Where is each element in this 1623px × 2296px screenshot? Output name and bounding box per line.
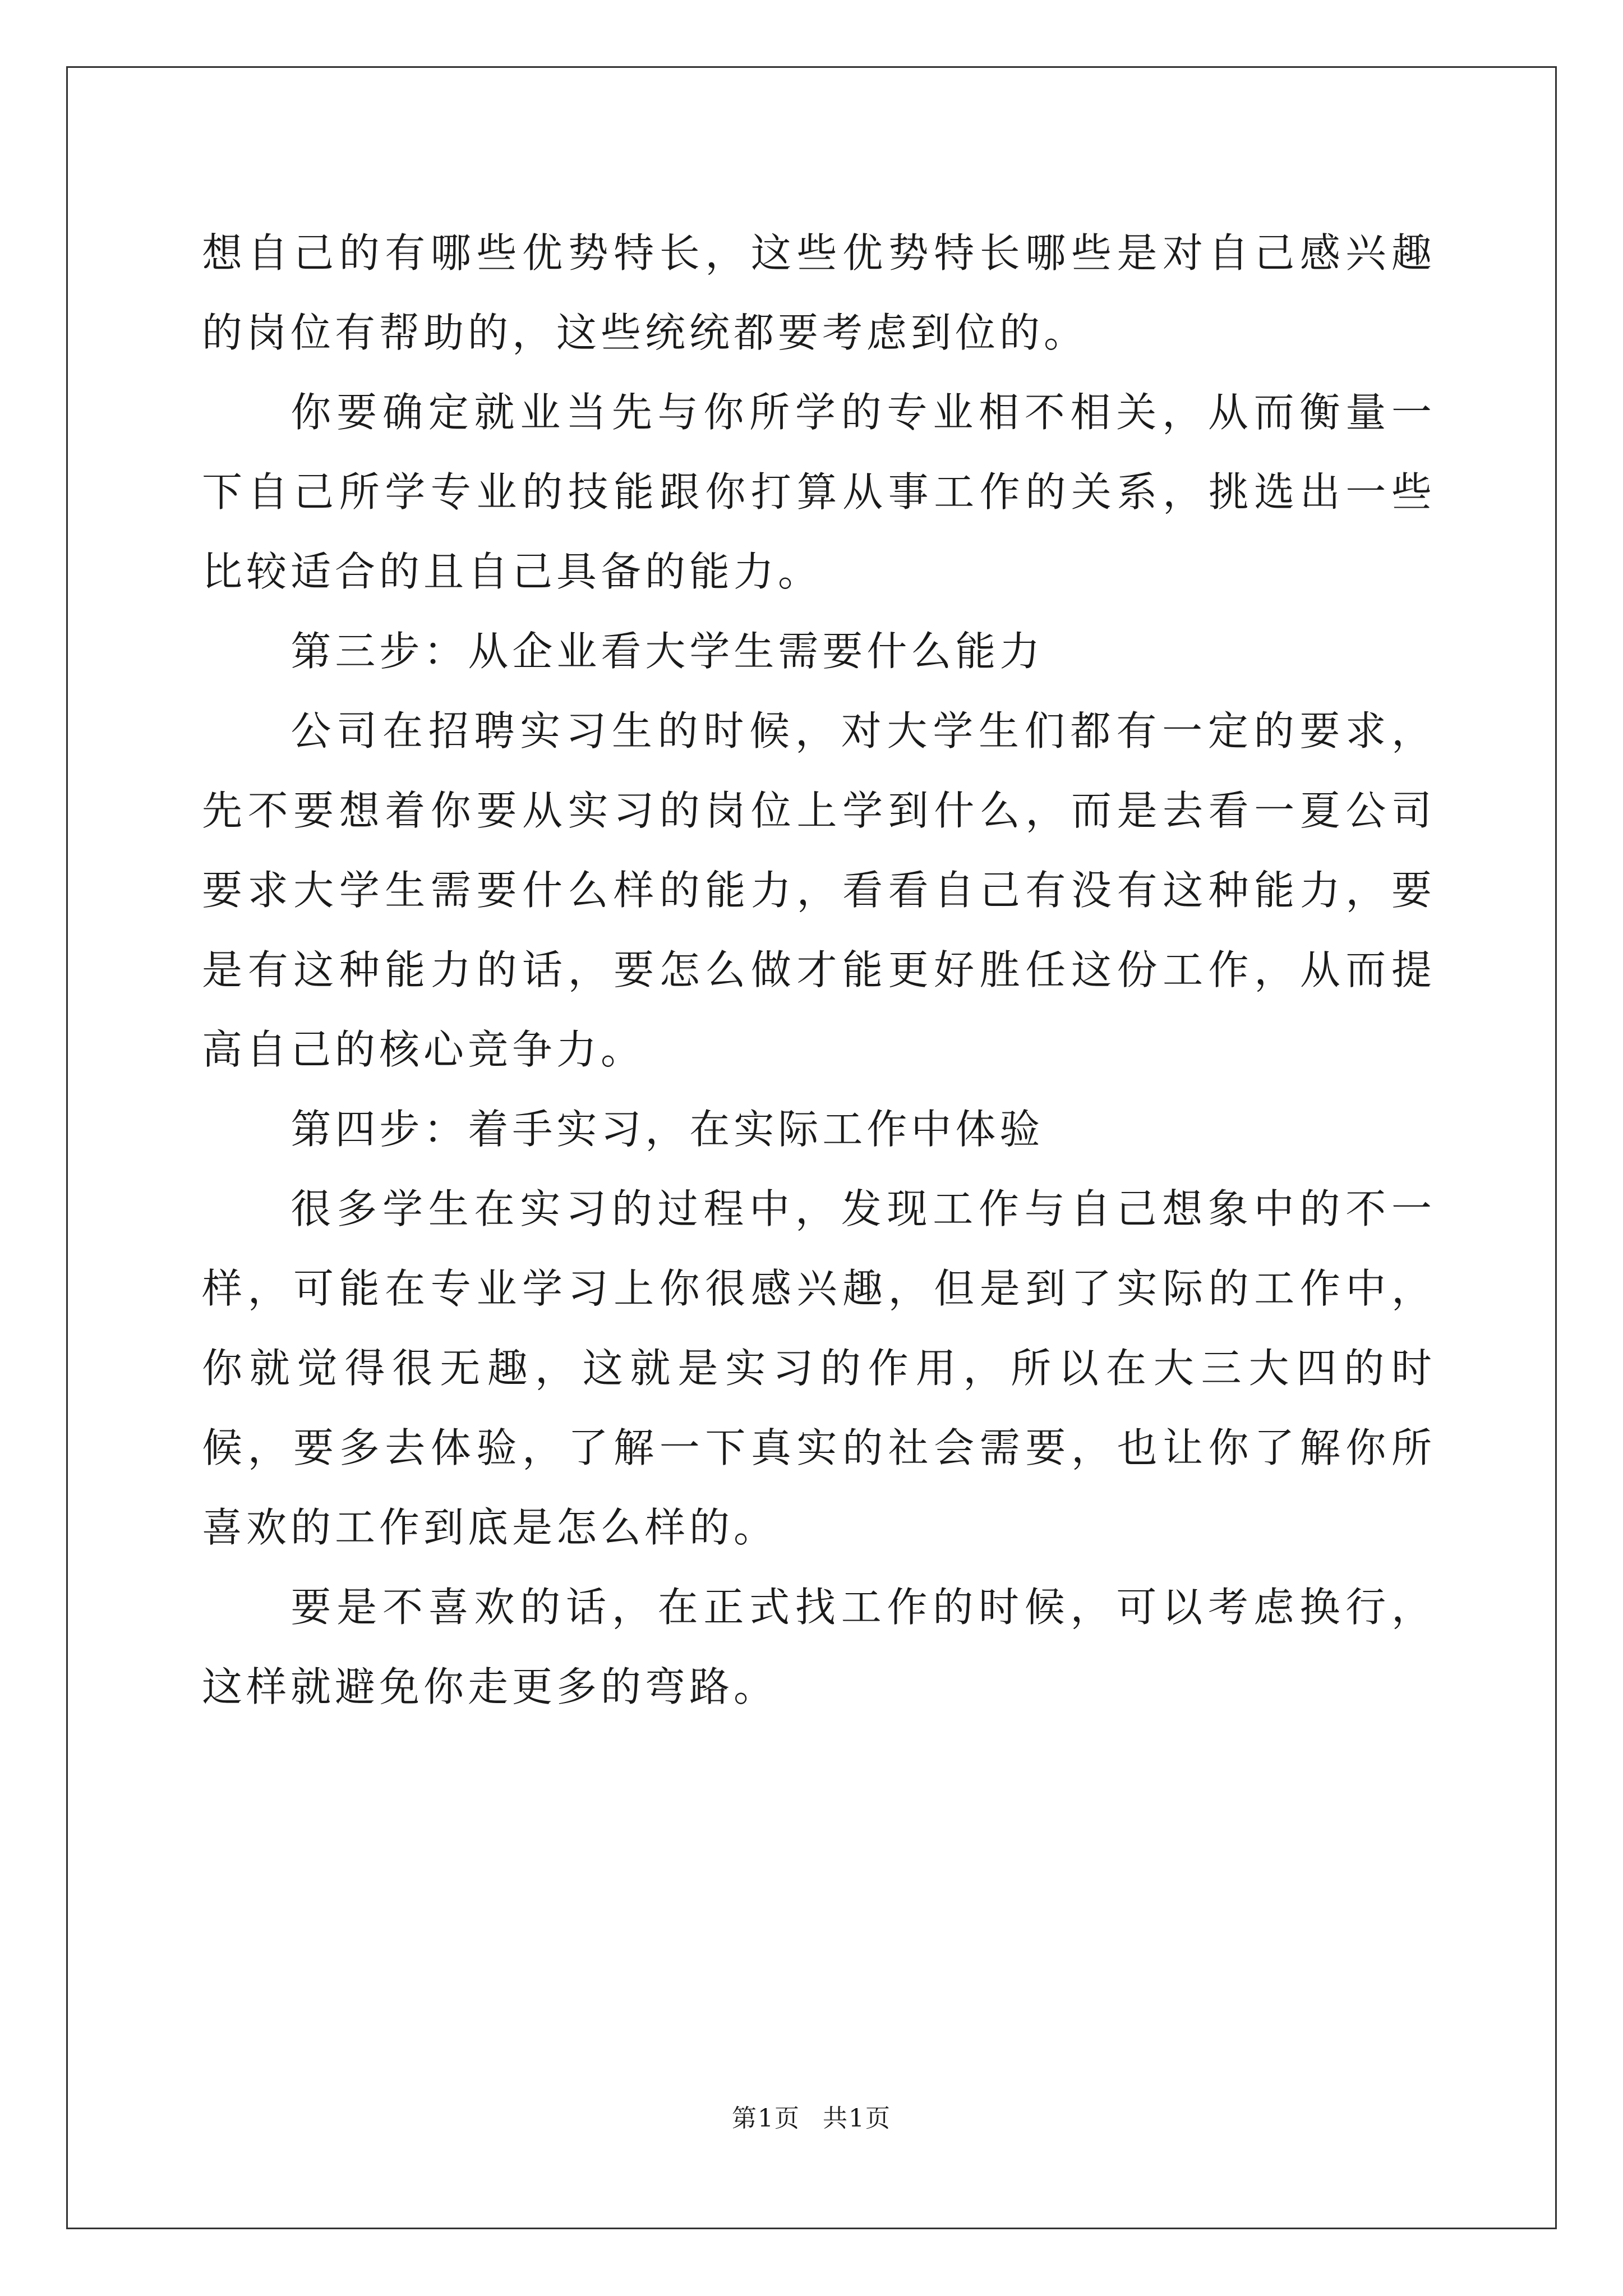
page-total: 共1页 xyxy=(823,2104,891,2133)
document-body xyxy=(202,213,1436,1727)
step-four-heading: 第四步：着手实习，在实际工作中体验 xyxy=(291,1106,1044,1153)
page-number: 第1页 xyxy=(732,2104,800,2133)
paragraph-4: 公司在招聘实习生的时候，对大学生们都有一定的要求，先不要想着你要从实习的岗位上学到什么，而是去看一夏公司要求大学生需要什么样的能力，看看自己有没有这种能力，要是有这种能力的话，要怎么做才能更好胜任这份工作，从而提高自己的核心竞争力。 xyxy=(202,707,1436,1073)
paragraph-1: 想自己的有哪些优势特长，这些优势特长哪些是对自己感兴趣的岗位有帮助的，这些统统都要考虑到位的。 xyxy=(202,229,1436,356)
step-three-heading: 第三步：从企业看大学生需要什么能力 xyxy=(291,628,1044,675)
paragraph-6: 很多学生在实习的过程中，发现工作与自己想象中的不一样，可能在专业学习上你很感兴趣，但是到了实际的工作中，你就觉得很无趣，这就是实习的作用，所以在大三大四的时候，要多去体验，了解一下真实的社会需要，也让你了解你所喜欢的工作到底是怎么样的。 xyxy=(202,1185,1436,1551)
paragraph-7: 要是不喜欢的话，在正式找工作的时候，可以考虑换行，这样就避免你走更多的弯路。 xyxy=(202,1584,1436,1710)
page-footer xyxy=(0,2098,1623,2134)
paragraph-2: 你要确定就业当先与你所学的专业相不相关，从而衡量一下自己所学专业的技能跟你打算从事工作的关系，挑选出一些比较适合的且自己具备的能力。 xyxy=(202,389,1436,595)
